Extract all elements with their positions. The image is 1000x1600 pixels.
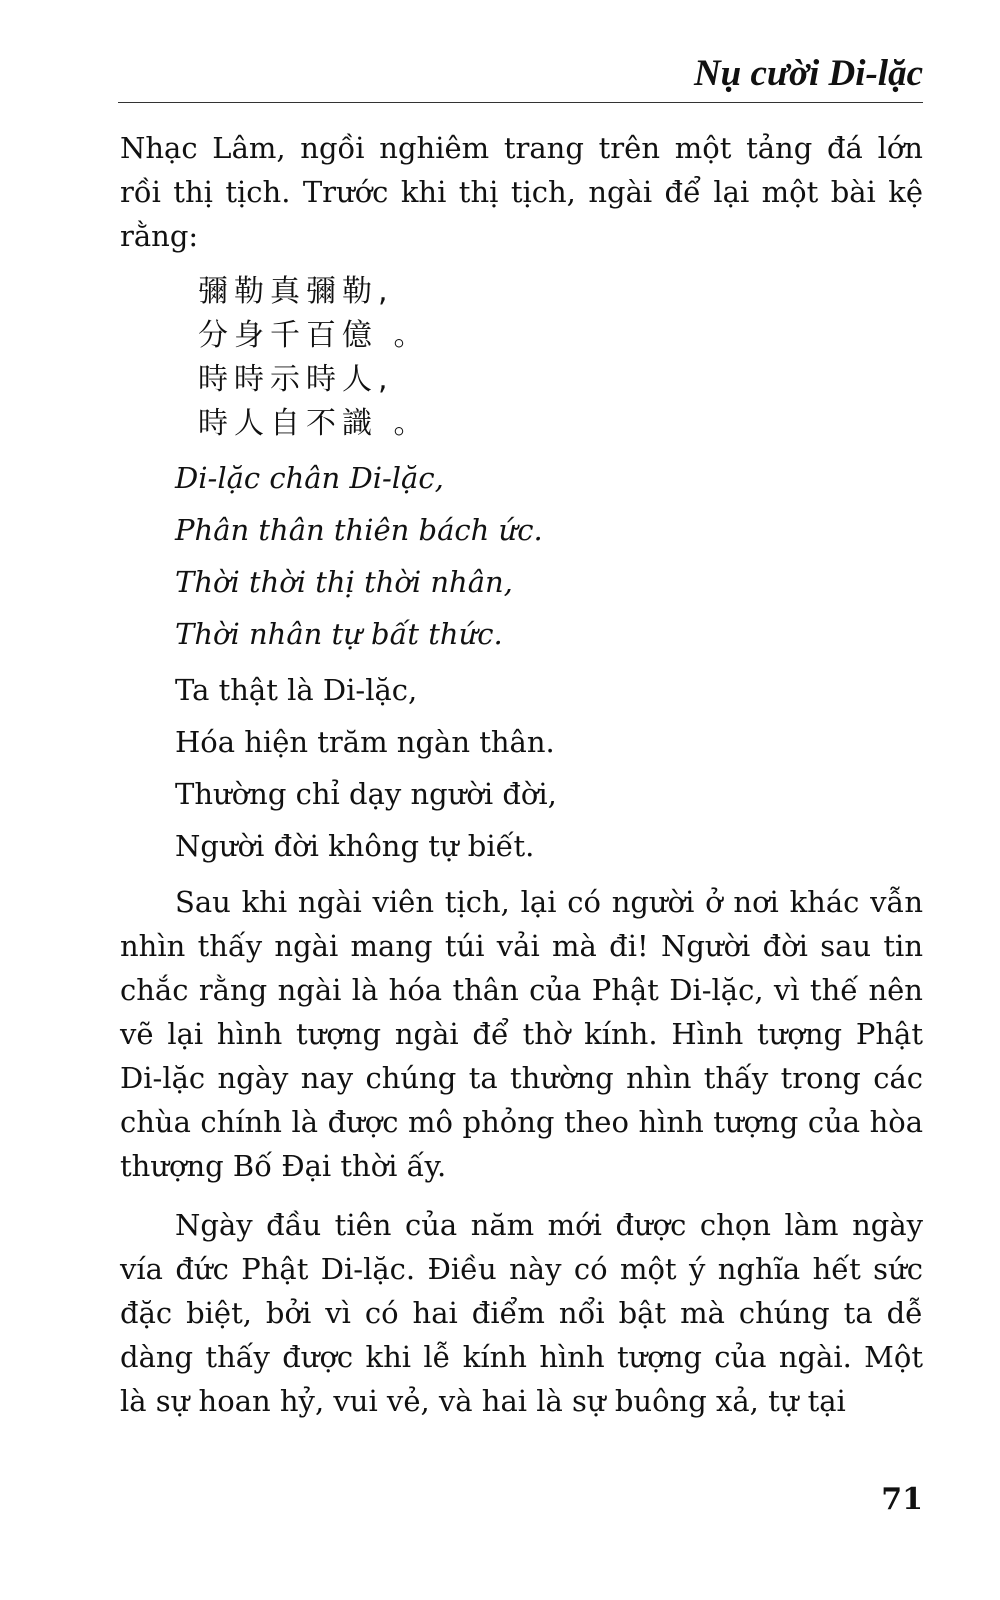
chinese-verse-line: 分身千百億 。 <box>198 318 430 353</box>
translation-verse-line: Hóa hiện trăm ngàn thân. <box>175 725 555 759</box>
chinese-verse-line: 彌勒真彌勒, <box>198 274 394 309</box>
header-divider <box>118 102 923 103</box>
running-header: Nụ cười Di-lặc <box>693 53 923 94</box>
body-paragraph-text: Sau khi ngài viên tịch, lại có người ở nơi khác vẫn nhìn thấy ngài mang túi vải mà đi! Người đời sau tin chắc rằng ngài là hóa thân của Phật Di-lặc, vì thế nên vẽ lại hình tượng ngài để thờ kính. Hình tượng Phật Di-lặc ngày nay chúng ta thường nhìn thấy trong các chùa chính là được mô phỏng theo hình tượng của hòa thượng Bố Đại thời ấy. <box>120 885 923 1183</box>
chinese-verse <box>198 270 430 446</box>
translation-verse-line: Ta thật là Di-lặc, <box>175 673 418 707</box>
chinese-verse-line: 時人自不識 。 <box>198 406 430 441</box>
page-number: 71 <box>881 1482 923 1517</box>
translation-verse-line: Thường chỉ dạy người đời, <box>175 777 557 811</box>
transliteration-verse-line: Thời nhân tự bất thức. <box>175 617 503 651</box>
intro-paragraph-text: Nhạc Lâm, ngồi nghiêm trang trên một tảng đá lớn rồi thị tịch. Trước khi thị tịch, ngài để lại một bài kệ rằng: <box>120 131 923 253</box>
body-paragraph <box>120 880 923 1188</box>
transliteration-verse <box>175 452 543 660</box>
body-paragraph-text: Ngày đầu tiên của năm mới được chọn làm ngày vía đức Phật Di-lặc. Điều này có một ý nghĩa hết sức đặc biệt, bởi vì có hai điểm nổi bật mà chúng ta dễ dàng thấy được khi lễ kính hình tượng của ngài. Một là sự hoan hỷ, vui vẻ, và hai là sự buông xả, tự tại <box>120 1208 923 1418</box>
transliteration-verse-line: Phân thân thiên bách ức. <box>175 513 543 547</box>
body-paragraph <box>120 1203 923 1423</box>
translation-verse <box>175 664 557 872</box>
intro-paragraph <box>120 126 923 258</box>
transliteration-verse-line: Di-lặc chân Di-lặc, <box>175 461 444 495</box>
transliteration-verse-line: Thời thời thị thời nhân, <box>175 565 513 599</box>
chinese-verse-line: 時時示時人, <box>198 362 394 397</box>
translation-verse-line: Người đời không tự biết. <box>175 829 535 863</box>
